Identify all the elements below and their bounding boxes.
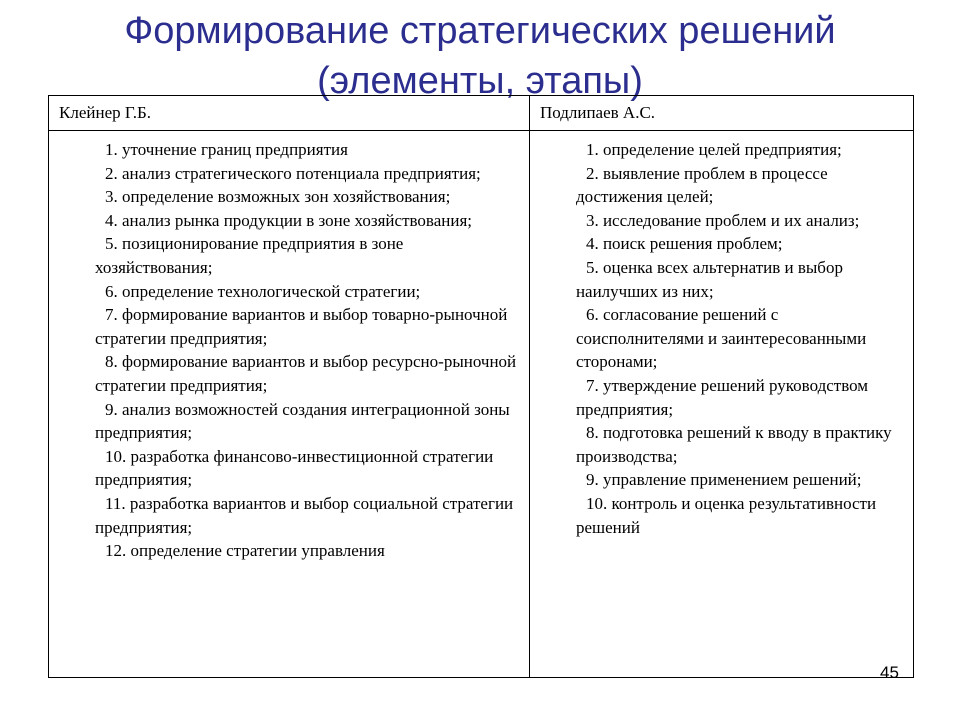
list-item: 9. анализ возможностей создания интеграционной зоны предприятия;: [95, 399, 510, 443]
list-item: 1. определение целей предприятия;: [585, 140, 842, 159]
list-item: 11. разработка вариантов и выбор социальной стратегии предприятия;: [95, 493, 514, 537]
list-item: 7. формирование вариантов и выбор товарно-рыночной стратегии предприятия;: [95, 305, 508, 348]
list-item: 9. управление применением решений;: [585, 470, 862, 490]
slide-title-line-2: (элементы, этапы): [317, 60, 643, 102]
header-podlipaev: Подлипаев А.С.: [529, 96, 913, 131]
list-item: 5. позиционирование предприятия в зоне хозяйствования;: [95, 234, 404, 277]
page-number: 45: [880, 663, 899, 682]
podlipaev-stages-cell: [529, 131, 913, 678]
list-item: 5. оценка всех альтернатив и выбор наилучших из них;: [575, 257, 843, 301]
list-item: 7. утверждение решений руководством предприятия;: [575, 375, 869, 419]
list-item: 4. анализ рынка продукции в зоне хозяйствования;: [105, 210, 473, 230]
list-item: 4. поиск решения проблем;: [585, 234, 783, 254]
list-item: 1. уточнение границ предприятия: [105, 140, 348, 159]
table-header-row: [49, 96, 914, 131]
kleiner-stages-cell: [49, 131, 530, 678]
slide-title: [40, 6, 920, 106]
podlipaev-stages-list: [576, 138, 902, 539]
list-item: 3. исследование проблем и их анализ;: [585, 210, 860, 230]
kleiner-stages-list: [95, 138, 523, 563]
stages-table: [48, 95, 914, 678]
header-kleiner: Клейнер Г.Б.: [49, 96, 530, 131]
slide-title-line-1: Формирование стратегических решений: [124, 10, 836, 52]
list-item: 6. согласование решений с соисполнителями и заинтересованными сторонами;: [575, 305, 867, 372]
list-item: 10. контроль и оценка результативности решений: [575, 493, 877, 537]
list-item: 2. анализ стратегического потенциала предприятия;: [105, 163, 481, 183]
list-item: 8. формирование вариантов и выбор ресурсно-рыночной стратегии предприятия;: [95, 352, 517, 395]
table-body-row: [49, 131, 914, 678]
list-item: 10. разработка финансово-инвестиционной стратегии предприятия;: [95, 446, 494, 490]
list-item: 2. выявление проблем в процессе достижения целей;: [575, 163, 828, 207]
list-item: 3. определение возможных зон хозяйствования;: [105, 187, 451, 207]
list-item: 6. определение технологической стратегии;: [105, 281, 421, 301]
list-item: 12. определение стратегии управления: [105, 541, 385, 561]
list-item: 8. подготовка решений к вводу в практику производства;: [575, 423, 892, 466]
